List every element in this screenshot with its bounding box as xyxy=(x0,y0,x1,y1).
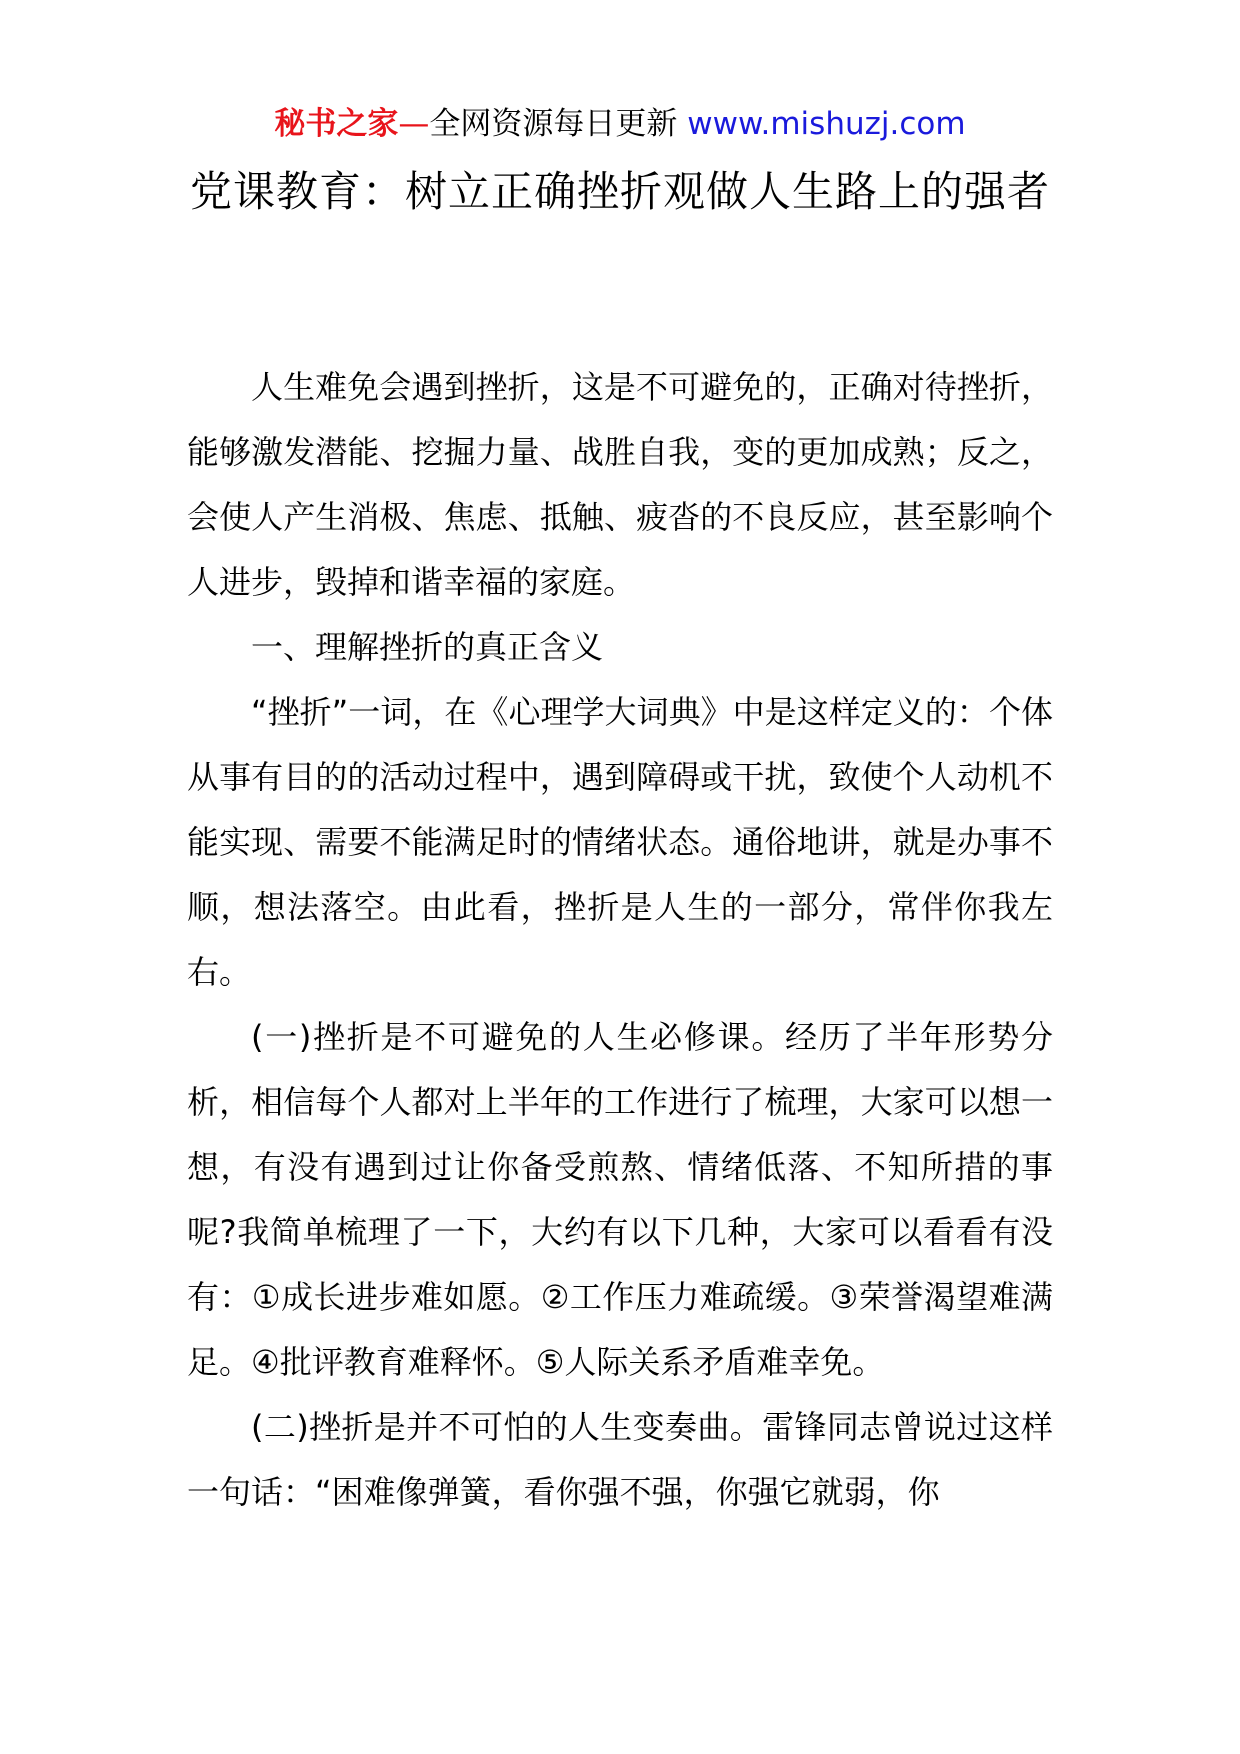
paragraph-definition: “挫折”一词，在《心理学大词典》中是这样定义的：个体从事有目的的活动过程中，遇到障碍或干扰，致使个人动机不能实现、需要不能满足时的情绪状态。通俗地讲，就是办事不顺，想法落空。由此看，挫折是人生的一部分，常伴你我左右。 xyxy=(187,693,1053,991)
paragraph-point-1: (一)挫折是不可避免的人生必修课。经历了半年形势分析，相信每个人都对上半年的工作进行了梳理，大家可以想一想，有没有遇到过让你备受煎熬、情绪低落、不知所措的事呢?我简单梳理了一下，大约有以下几种，大家可以看看有没有：①成长进步难如愿。②工作压力难疏缓。③荣誉渴望难满足。④批评教育难释怀。⑤人际关系矛盾难幸免。 xyxy=(187,1018,1053,1381)
paragraph-point-2: (二)挫折是并不可怕的人生变奏曲。雷锋同志曾说过这样一句话：“困难像弹簧，看你强不强，你强它就弱，你 xyxy=(187,1408,1053,1511)
brand-name: 秘书之家 xyxy=(274,106,399,142)
section-heading-1: 一、理解挫折的真正含义 xyxy=(251,628,604,666)
site-header xyxy=(0,100,1240,148)
header-dash: — xyxy=(398,106,430,142)
header-tagline: 全网资源每日更新 xyxy=(429,106,678,142)
document-title: 党课教育：树立正确挫折观做人生路上的强者 xyxy=(189,167,1050,216)
document-body xyxy=(187,355,1053,1525)
site-url-link[interactable]: www.mishuzj.com xyxy=(687,106,966,142)
paragraph-intro: 人生难免会遇到挫折，这是不可避免的，正确对待挫折，能够激发潜能、挖掘力量、战胜自我，变的更加成熟；反之，会使人产生消极、焦虑、抵触、疲沓的不良反应，甚至影响个人进步，毁掉和谐幸福的家庭。 xyxy=(187,368,1053,601)
